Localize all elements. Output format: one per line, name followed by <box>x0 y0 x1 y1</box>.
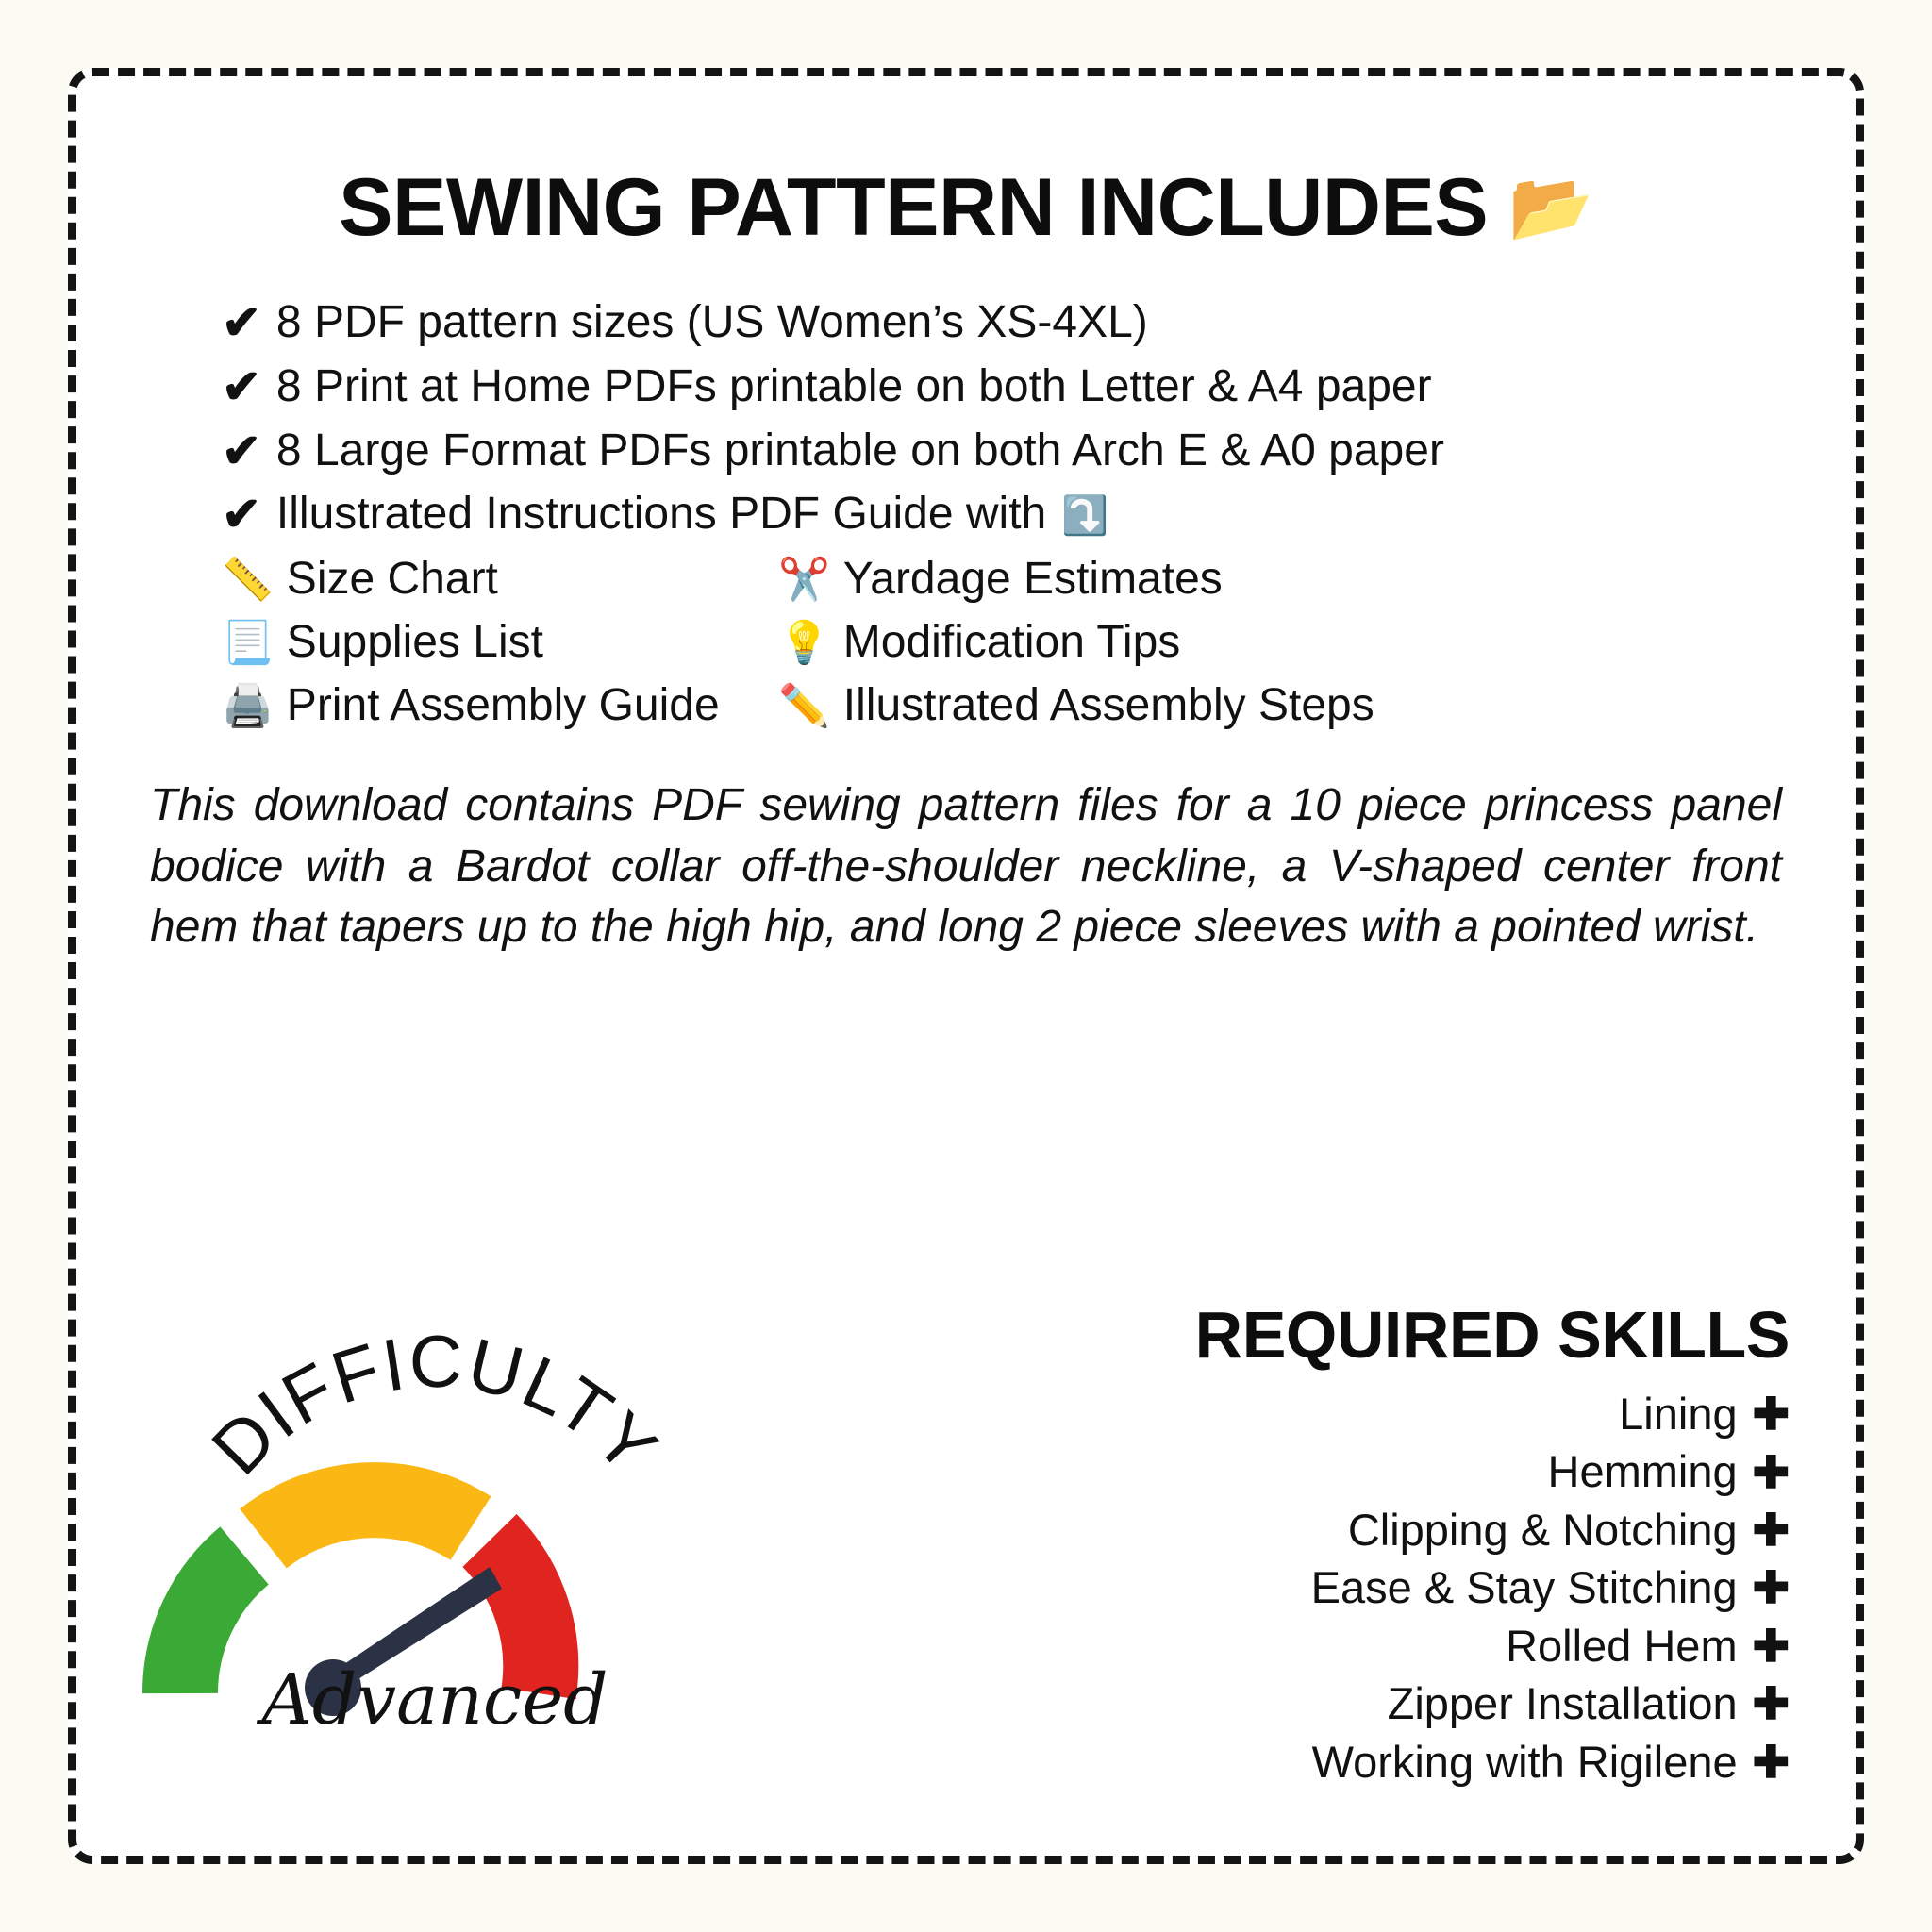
difficulty-arc-label: DIFFICULTY <box>195 1319 675 1491</box>
list-item-label: Size Chart <box>286 554 498 604</box>
page-title-text: SEWING PATTERN INCLUDES <box>339 162 1489 253</box>
plus-icon: ✚ <box>1752 1678 1790 1729</box>
pattern-info-card <box>68 68 1864 1864</box>
list-item <box>778 555 1790 605</box>
list-item-label: Rolled Hem <box>1506 1620 1738 1671</box>
list-item <box>222 681 778 731</box>
plus-icon: ✚ <box>1752 1562 1790 1613</box>
list-item <box>222 489 1790 540</box>
plus-icon: ✚ <box>1752 1504 1790 1555</box>
list-item <box>1007 1388 1790 1440</box>
check-icon: ✔ <box>222 424 261 477</box>
gauge-segment-medium <box>263 1500 471 1539</box>
guide-contents-grid <box>142 555 1790 730</box>
list-item <box>222 297 1790 348</box>
plus-icon: ✚ <box>1752 1620 1790 1671</box>
difficulty-gauge <box>142 1316 727 1807</box>
check-icon: ✔ <box>222 359 261 413</box>
ruler-icon: 📏 <box>222 557 274 603</box>
list-item-label: Print Assembly Guide <box>286 679 720 730</box>
difficulty-level-label: Advanced <box>261 1659 608 1740</box>
list-item <box>222 425 1790 476</box>
list-item <box>1007 1504 1790 1556</box>
list-item <box>1007 1620 1790 1672</box>
list-item-label: Modification Tips <box>842 616 1181 667</box>
list-item <box>1007 1561 1790 1613</box>
plus-icon: ✚ <box>1752 1736 1790 1787</box>
list-item <box>778 681 1790 731</box>
lightbulb-icon: 💡 <box>778 619 830 666</box>
arrow-down-curve-icon: ⤵️ <box>1061 495 1109 538</box>
page-icon: 📃 <box>222 619 274 666</box>
list-item-label: Yardage Estimates <box>842 554 1223 604</box>
printer-icon: 🖨️ <box>222 682 274 729</box>
pattern-description: This download contains PDF sewing pattern files for a 10 piece princess panel bodice with a Bardot collar off-the-shoulder neckline, a V-shaped center front hem that tapers up to the high hip, and long 2 piece sleeves with a pointed wrist. <box>150 780 1782 953</box>
pencil-icon: ✏️ <box>778 682 830 729</box>
includes-checklist <box>142 297 1790 540</box>
list-item <box>1007 1445 1790 1497</box>
list-item-label: Hemming <box>1547 1446 1738 1497</box>
list-item-label: 8 Print at Home PDFs printable on both Letter & A4 paper <box>275 360 1432 411</box>
check-icon: ✔ <box>222 296 261 349</box>
list-item-label: Supplies List <box>286 616 543 667</box>
svg-text:DIFFICULTY <box>195 1320 675 1491</box>
check-icon: ✔ <box>222 488 261 541</box>
plus-icon: ✚ <box>1752 1446 1790 1497</box>
list-item-label: 8 PDF pattern sizes (US Women’s XS-4XL) <box>275 297 1148 347</box>
list-item <box>222 555 778 605</box>
list-item-label: Zipper Installation <box>1387 1678 1738 1729</box>
list-item-label: Working with Rigilene <box>1311 1736 1738 1787</box>
list-item-label: Ease & Stay Stitching <box>1310 1562 1738 1613</box>
required-skills <box>1007 1297 1790 1807</box>
list-item-label: Clipping & Notching <box>1347 1504 1738 1555</box>
scissors-icon: ✂️ <box>778 557 830 603</box>
list-item <box>1007 1677 1790 1729</box>
list-item <box>1007 1736 1790 1788</box>
required-skills-title: REQUIRED SKILLS <box>1194 1297 1790 1372</box>
list-item <box>222 618 778 668</box>
list-item <box>778 618 1790 668</box>
open-folder-icon: 📂 <box>1508 170 1593 245</box>
list-item-label: Lining <box>1619 1388 1738 1439</box>
lower-section <box>142 1297 1790 1807</box>
list-item-label: 8 Large Format PDFs printable on both Arch E & A0 paper <box>275 425 1444 475</box>
page-title <box>142 162 1790 253</box>
list-item <box>222 361 1790 412</box>
plus-icon: ✚ <box>1752 1389 1790 1440</box>
list-item-label: Illustrated Instructions PDF Guide with <box>275 489 1047 540</box>
list-item-label: Illustrated Assembly Steps <box>842 679 1374 730</box>
